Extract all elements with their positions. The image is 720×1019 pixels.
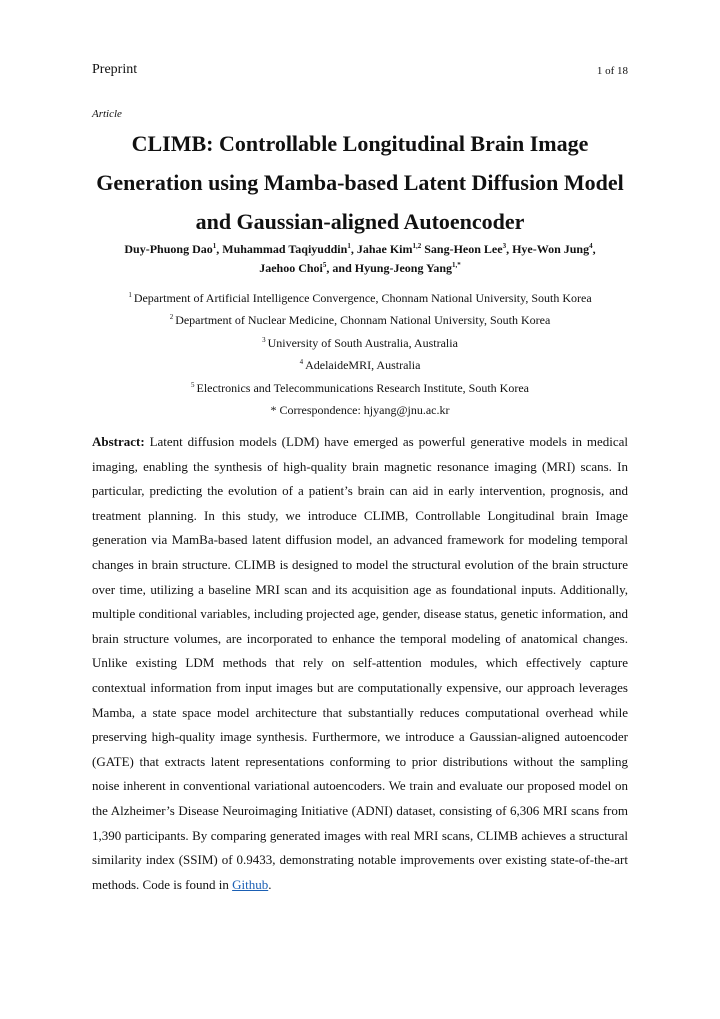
author-separator: , and	[326, 261, 355, 275]
affiliation-text: University of South Australia, Australia	[267, 335, 458, 350]
affiliation	[92, 354, 628, 376]
header-preprint: Preprint	[92, 62, 138, 77]
affiliation-text: Electronics and Telecommunications Research Institute, South Korea	[196, 380, 529, 395]
article-type: Article	[92, 108, 122, 120]
author: Sang-Heon Lee	[424, 242, 503, 256]
author-affiliation-mark: 4	[589, 242, 593, 250]
github-link[interactable]: Github	[232, 876, 269, 892]
author: Muhammad Taqiyuddin	[222, 242, 348, 256]
affiliation-text: Department of Nuclear Medicine, Chonnam National University, South Korea	[175, 313, 551, 328]
author: Jaehoo Choi	[259, 261, 323, 275]
affiliation-text: AdelaideMRI, Australia	[305, 358, 421, 373]
author-separator: ,	[350, 242, 357, 256]
abstract	[92, 430, 628, 897]
author-affiliation-mark: 1,*	[452, 261, 461, 269]
author-list	[92, 240, 628, 278]
abstract-end: .	[268, 876, 272, 892]
author-affiliation-mark: 1	[347, 242, 351, 250]
author-separator: ,	[216, 242, 223, 256]
author-affiliation-mark: 1,2	[412, 242, 422, 250]
author: Duy-Phuong Dao	[124, 242, 213, 256]
affiliation-number: 2	[169, 313, 174, 322]
author-affiliation-mark: 3	[502, 242, 507, 250]
paper-page	[92, 0, 628, 1019]
affiliation-number: 3	[262, 335, 266, 344]
affiliation	[92, 287, 628, 309]
paper-title: CLIMB: Controllable Longitudinal Brain Image Generation using Mamba-based Latent Diffusion Model and Gaussian-aligned Autoencoder	[96, 131, 624, 234]
affiliations	[92, 287, 628, 421]
author: Hye-Won Jung	[512, 242, 590, 256]
affiliation	[92, 332, 628, 354]
affiliation	[92, 309, 628, 331]
author-affiliation-mark: 1	[212, 242, 217, 250]
abstract-label: Abstract:	[92, 434, 145, 449]
author-separator: ,	[592, 242, 596, 256]
affiliation-number: 1	[128, 291, 132, 299]
page-number: 1 of 18	[596, 65, 628, 77]
affiliation-number: 4	[299, 358, 304, 367]
affiliation	[92, 377, 628, 399]
abstract-text: Latent diffusion models (LDM) have emerged as powerful generative models in medical imaging, enabling the synthesis of high-quality brain magnetic resonance imaging (MRI) scans. In particular, predicting the evolution of a patient’s brain can aid in early intervention, prognosis, and treatment planning. In this study, we introduce CLIMB, Controllable Longitudinal brain Image generation via MamBa-based latent diffusion model, an advanced framework for modeling temporal changes in brain structure. CLIMB is designed to model the structural evolution of the brain structure over time, utilizing a baseline MRI scan and its acquisition age as foundational inputs. Additionally, multiple conditional variables, including projected age, gender, disease status, genetic information, and brain structure volumes, are incorporated to enhance the temporal modeling of anatomical changes. Unlike existing LDM methods that rely on self-attention modules, which effectively capture contextual information from input images but are computationally expensive, our approach leverages Mamba, a state space model architecture that substantially reduces computational overhead while preserving high-quality image synthesis. Furthermore, we introduce a Gaussian-aligned autoencoder (GATE) that extracts latent representations conforming to prior distributions without the sampling noise inherent in conventional variational autoencoders. We train and evaluate our proposed model on the Alzheimer’s Disease Neuroimaging Initiative (ADNI) dataset, consisting of 6,306 MRI scans from 1,390 participants. By comparing generated images with real MRI scans, CLIMB achieves a structural similarity index (SSIM) of 0.9433, demonstrating notable improvements over existing state-of-the-art methods. Code is found in	[92, 434, 628, 892]
correspondence: * Correspondence: hjyang@jnu.ac.kr	[270, 403, 450, 418]
affiliation-number: 5	[190, 380, 195, 389]
affiliation-text: Department of Artificial Intelligence Convergence, Chonnam National University, South Korea	[133, 291, 592, 305]
author-separator: ,	[506, 242, 513, 256]
author: Hyung-Jeong Yang	[354, 261, 453, 275]
author-affiliation-mark: 5	[322, 261, 327, 269]
author: Jahae Kim	[356, 242, 413, 256]
